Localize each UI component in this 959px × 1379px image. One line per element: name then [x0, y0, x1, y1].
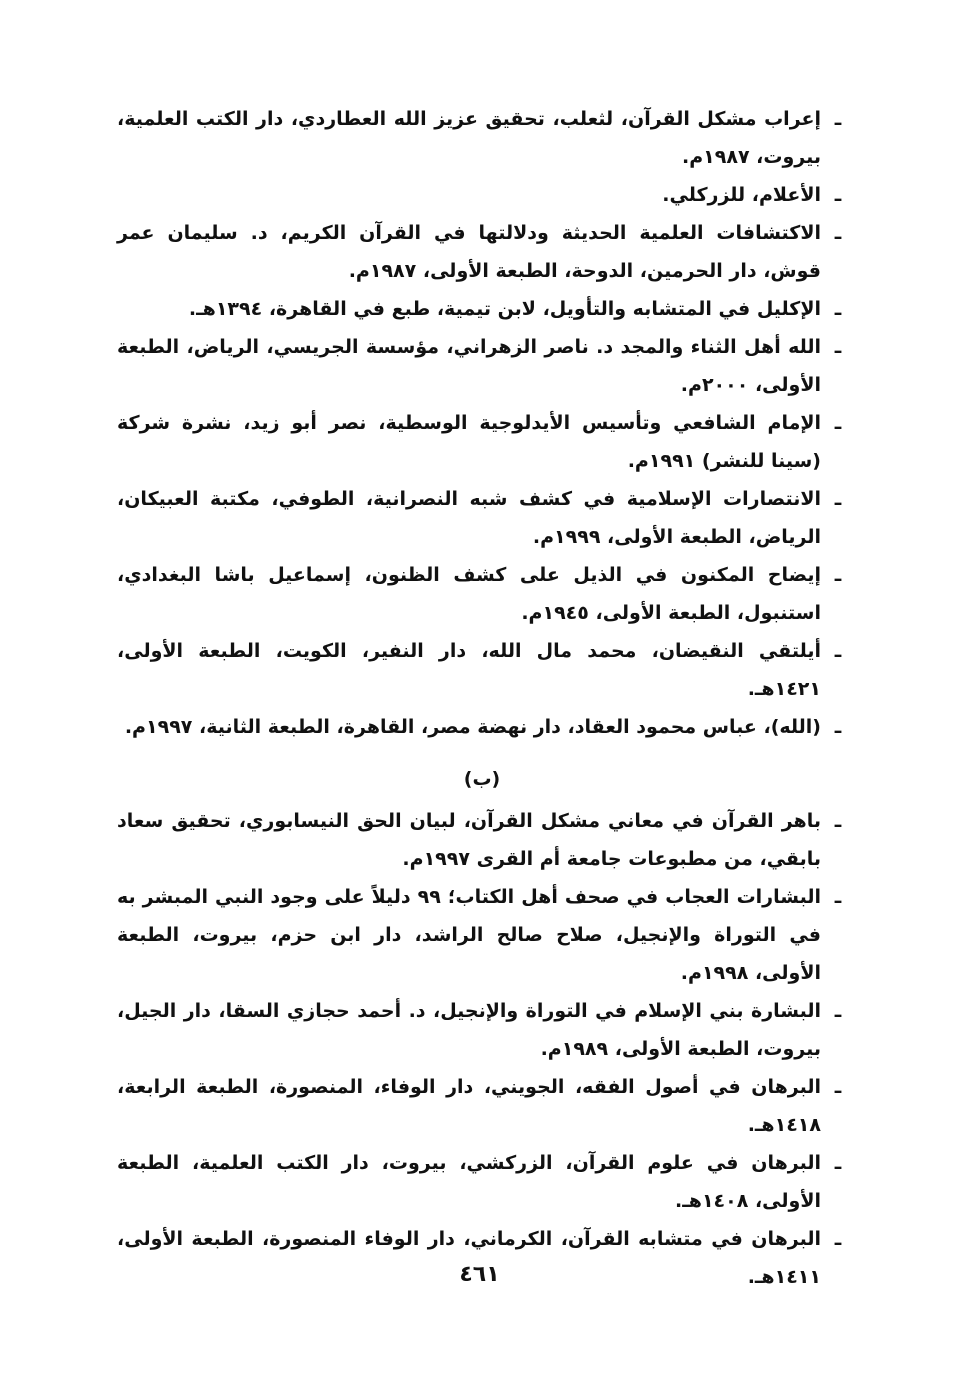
- entry-text: إيضاح المكنون في الذيل على كشف الظنون، إسماعيل باشا البغدادي، استنبول، الطبعة الأولى، ١٩٤٥م.: [117, 564, 821, 624]
- entry-text: الأعلام، للزركلي.: [662, 184, 821, 206]
- entry-text: أيلتقي النقيضان، محمد مال الله، دار النفير، الكويت، الطبعة الأولى، ١٤٢١هـ.: [117, 640, 821, 700]
- bibliography-entry: [117, 328, 847, 404]
- entry-text: البشارات العجاب في صحف أهل الكتاب؛ ٩٩ دليلاً على وجود النبي المبشر به في التوراة والإنجيل، صلاح صالح الراشد، دار ابن حزم، بيروت، الطبعة الأولى، ١٩٩٨م.: [117, 886, 821, 984]
- page-number: ٤٦١: [459, 1262, 500, 1287]
- bibliography-list-a: [117, 100, 847, 746]
- bibliography-entry: [117, 100, 847, 176]
- bullet-dash: ـ: [834, 886, 842, 908]
- section-heading-ba: (ب): [463, 768, 501, 790]
- entry-text: البشارة بني الإسلام في التوراة والإنجيل، د. أحمد حجازي السقا، دار الجيل، بيروت، الطبعة الأولى، ١٩٨٩م.: [117, 1000, 821, 1060]
- bullet-dash: ـ: [834, 1076, 842, 1098]
- bibliography-entry: [117, 1068, 847, 1144]
- bibliography-entry: [117, 708, 847, 746]
- bibliography-entry: [117, 878, 847, 992]
- bullet-dash: ـ: [834, 108, 842, 130]
- bibliography-entry: [117, 992, 847, 1068]
- entry-text: الله أهل الثناء والمجد د. ناصر الزهراني، مؤسسة الجريسي، الرياض، الطبعة الأولى، ٢٠٠٠م.: [117, 336, 821, 396]
- bibliography-entry: [117, 404, 847, 480]
- bullet-dash: ـ: [834, 564, 842, 586]
- entry-text: إعراب مشكل القرآن، لثعلب، تحقيق عزيز الله العطاردي، دار الكتب العلمية، بيروت، ١٩٨٧م.: [117, 108, 821, 168]
- bullet-dash: ـ: [834, 1228, 842, 1250]
- bibliography-entry: [117, 632, 847, 708]
- bibliography-entry: [117, 176, 847, 214]
- bullet-dash: ـ: [834, 810, 842, 832]
- bullet-dash: ـ: [834, 1000, 842, 1022]
- bullet-dash: ـ: [834, 1152, 842, 1174]
- bullet-dash: ـ: [834, 412, 842, 434]
- bibliography-entry: [117, 480, 847, 556]
- bullet-dash: ـ: [834, 298, 842, 320]
- entry-text: باهر القرآن في معاني مشكل القرآن، لبيان الحق النيسابوري، تحقيق سعاد بابقي، من مطبوعات جامعة أم القرى ١٩٩٧م.: [117, 810, 821, 870]
- bibliography-entry: [117, 214, 847, 290]
- bibliography-entry: [117, 556, 847, 632]
- bibliography-entry: [117, 802, 847, 878]
- bibliography-entry: [117, 290, 847, 328]
- entry-text: البرهان في أصول الفقه، الجويني، دار الوفاء، المنصورة، الطبعة الرابعة، ١٤١٨هـ.: [117, 1076, 821, 1136]
- bibliography-page: [117, 100, 847, 1296]
- bullet-dash: ـ: [834, 640, 842, 662]
- entry-text: الإكليل في المتشابه والتأويل، لابن تيمية، طبع في القاهرة، ١٣٩٤هـ.: [188, 298, 821, 320]
- bullet-dash: ـ: [834, 336, 842, 358]
- entry-text: الاكتشافات العلمية الحديثة ودلالتها في القرآن الكريم، د. سليمان عمر قوش، دار الحرمين، الدوحة، الطبعة الأولى، ١٩٨٧م.: [117, 222, 821, 282]
- bullet-dash: ـ: [834, 716, 842, 738]
- bullet-dash: ـ: [834, 184, 842, 206]
- bullet-dash: ـ: [834, 222, 842, 244]
- entry-text: البرهان في علوم القرآن، الزركشي، بيروت، دار الكتب العلمية، الطبعة الأولى، ١٤٠٨هـ.: [117, 1152, 821, 1212]
- entry-text: (الله)، عباس محمود العقاد، دار نهضة مصر، القاهرة، الطبعة الثانية، ١٩٩٧م.: [124, 716, 821, 738]
- entry-text: الإمام الشافعي وتأسيس الأيدلوجية الوسطية، نصر أبو زيد، نشرة شركة (سينا للنشر) ١٩٩١م.: [117, 412, 821, 472]
- bullet-dash: ـ: [834, 488, 842, 510]
- entry-text: البرهان في متشابه القرآن، الكرماني، دار الوفاء المنصورة، الطبعة الأولى، ١٤١١هـ.: [117, 1228, 821, 1288]
- bibliography-entry: [117, 1144, 847, 1220]
- bibliography-list-b: [117, 802, 847, 1296]
- entry-text: الانتصارات الإسلامية في كشف شبه النصرانية، الطوفي، مكتبة العبيكان، الرياض، الطبعة الأولى، ١٩٩٩م.: [117, 488, 821, 548]
